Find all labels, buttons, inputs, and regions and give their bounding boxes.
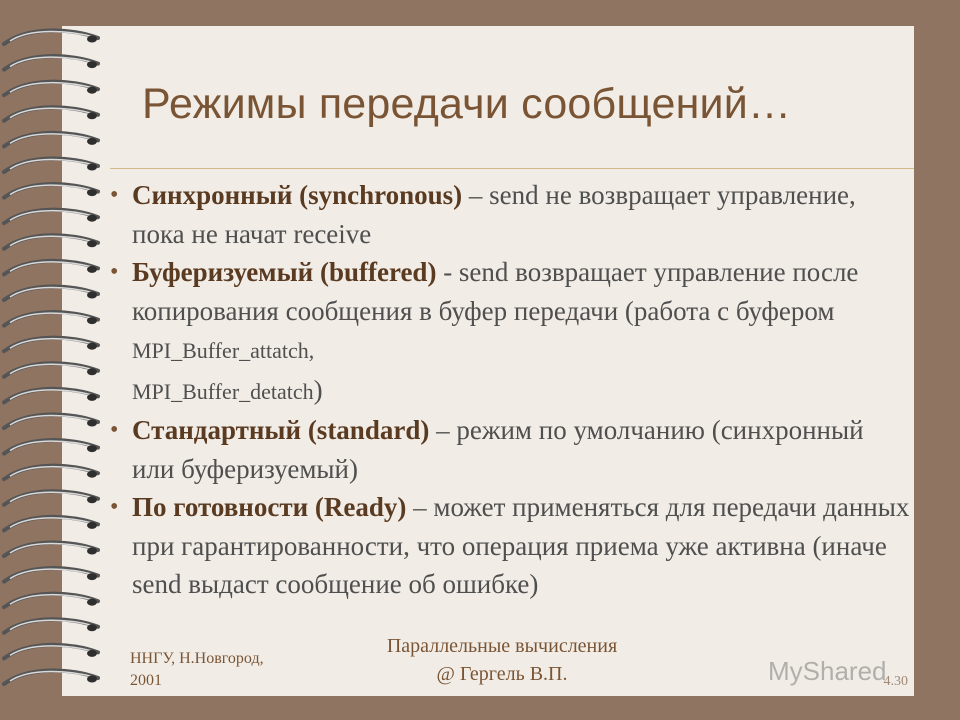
- bullet-text: – send не возвращает управление, пока не начат receive: [132, 180, 856, 249]
- footer-year: 2001: [130, 672, 162, 689]
- bullet-ready: [110, 488, 910, 604]
- binding-hole: [87, 522, 97, 529]
- binding-hole: [87, 189, 97, 196]
- binding-hole: [87, 394, 97, 401]
- title-divider: [110, 168, 914, 169]
- bullet-code: MPI_Buffer_detatch: [132, 378, 314, 404]
- binding-hole: [87, 624, 97, 631]
- footer-institution-line: ННГУ, Н.Новгород,: [130, 650, 264, 667]
- bullet-text: - send возвращает управление после копирования сообщения в буфер передачи (работа с буфером: [132, 257, 859, 326]
- bullet-term: По готовности (Ready): [132, 492, 407, 522]
- footer-author: @ Гергель В.П.: [436, 663, 568, 685]
- page-number: 4.30: [883, 674, 908, 689]
- binding-hole: [87, 266, 97, 273]
- binding-hole: [87, 650, 97, 657]
- binding-hole: [87, 215, 97, 222]
- bullet-marker: •: [110, 494, 119, 520]
- watermark-logo: MyShared: [768, 656, 887, 686]
- bullet-marker: •: [110, 182, 119, 208]
- bullet-code: MPI_Buffer_attatch,: [132, 338, 315, 363]
- bullet-buffered: [110, 253, 910, 411]
- binding-hole: [87, 138, 97, 145]
- binding-hole: [87, 317, 97, 324]
- bullet-list: [110, 176, 910, 604]
- bullet-synchronous: [110, 176, 910, 253]
- binding-hole: [87, 292, 97, 299]
- bullet-term: Синхронный (synchronous): [132, 180, 463, 210]
- bullet-text: – режим по умолчанию (синхронный или буферизуемый): [132, 415, 864, 484]
- binding-hole: [87, 548, 97, 555]
- bullet-term: Буферизуемый (buffered): [132, 257, 437, 287]
- binding-hole: [87, 676, 97, 683]
- bullet-tail: ): [313, 374, 323, 405]
- binding-hole: [87, 599, 97, 606]
- binding-hole: [87, 471, 97, 478]
- spiral-binding-icon: [0, 0, 110, 720]
- bullet-term: Стандартный (standard): [132, 415, 430, 445]
- binding-hole: [87, 61, 97, 68]
- binding-hole: [87, 240, 97, 247]
- bullet-standard: [110, 411, 910, 488]
- binding-hole: [87, 420, 97, 427]
- binding-hole: [87, 164, 97, 171]
- binding-hole: [87, 87, 97, 94]
- binding-hole: [87, 496, 97, 503]
- bullet-text: – может применяться для передачи данных при гарантированности, что операция приема уже активна (иначе send выдаст сообщение об ошибке): [132, 492, 910, 599]
- bullet-marker: •: [110, 259, 119, 285]
- binding-hole: [87, 368, 97, 375]
- binding-hole: [87, 112, 97, 119]
- binding-hole: [87, 445, 97, 452]
- binding-hole: [87, 343, 97, 350]
- footer-course-title: Параллельные вычисления: [386, 635, 618, 657]
- footer-institution: [130, 648, 320, 692]
- binding-hole: [87, 36, 97, 43]
- slide-title: Режимы передачи сообщений…: [142, 80, 792, 128]
- bullet-marker: •: [110, 417, 119, 443]
- binding-hole: [87, 573, 97, 580]
- footer-course: [362, 632, 642, 688]
